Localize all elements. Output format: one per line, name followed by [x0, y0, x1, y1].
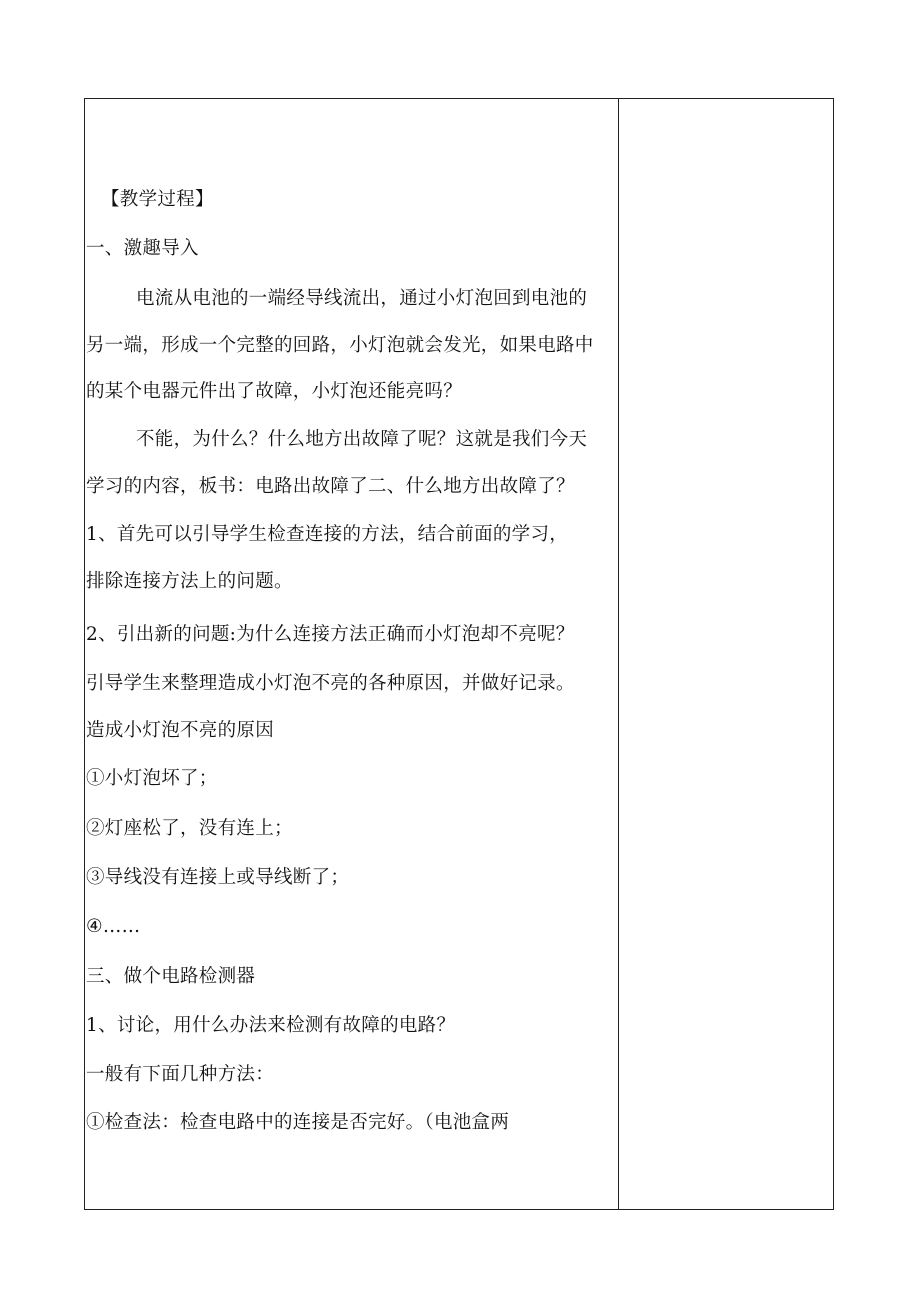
reason-item: ③导线没有连接上或导线断了；	[86, 867, 350, 888]
methods-intro: 一般有下面几种方法：	[86, 1064, 275, 1085]
column-divider	[618, 99, 619, 1209]
step-1-line-2: 排除连接方法上的问题。	[86, 571, 293, 592]
lesson-table	[84, 98, 834, 1210]
step-2-guide: 引导学生来整理造成小灯泡不亮的各种原因，并做好记录。	[86, 673, 575, 694]
section-3-heading: 三、做个电路检测器	[86, 966, 256, 987]
method-1: ①检查法：检查电路中的连接是否完好。（电池盒两	[86, 1112, 510, 1133]
reason-item: ①小灯泡坏了；	[86, 768, 218, 789]
section-title: 【教学过程】	[101, 189, 214, 210]
reasons-title: 造成小灯泡不亮的原因	[86, 720, 275, 741]
reason-item: ②灯座松了，没有连上；	[86, 818, 293, 839]
intro-paragraph-2-line-1: 不能，为什么？什么地方出故障了呢？这就是我们今天	[136, 429, 588, 450]
step-1-line-1: 1、首先可以引导学生检查连接的方法，结合前面的学习，	[86, 524, 569, 545]
intro-heading: 一、激趣导入	[86, 238, 199, 259]
intro-paragraph-1-line-2: 另一端，形成一个完整的回路，小灯泡就会发光，如果电路中	[86, 335, 594, 356]
step-2: 2、引出新的问题:为什么连接方法正确而小灯泡却不亮呢？	[86, 624, 575, 645]
intro-paragraph-2-line-2: 学习的内容，板书：电路出故障了二、什么地方出故障了？	[86, 476, 575, 497]
intro-paragraph-1-line-3: 的某个电器元件出了故障，小灯泡还能亮吗？	[86, 381, 463, 402]
discussion-question: 1、讨论，用什么办法来检测有故障的电路？	[86, 1015, 456, 1036]
reason-item: ④……	[86, 916, 141, 937]
intro-paragraph-1-line-1: 电流从电池的一端经导线流出，通过小灯泡回到电池的	[136, 288, 588, 309]
